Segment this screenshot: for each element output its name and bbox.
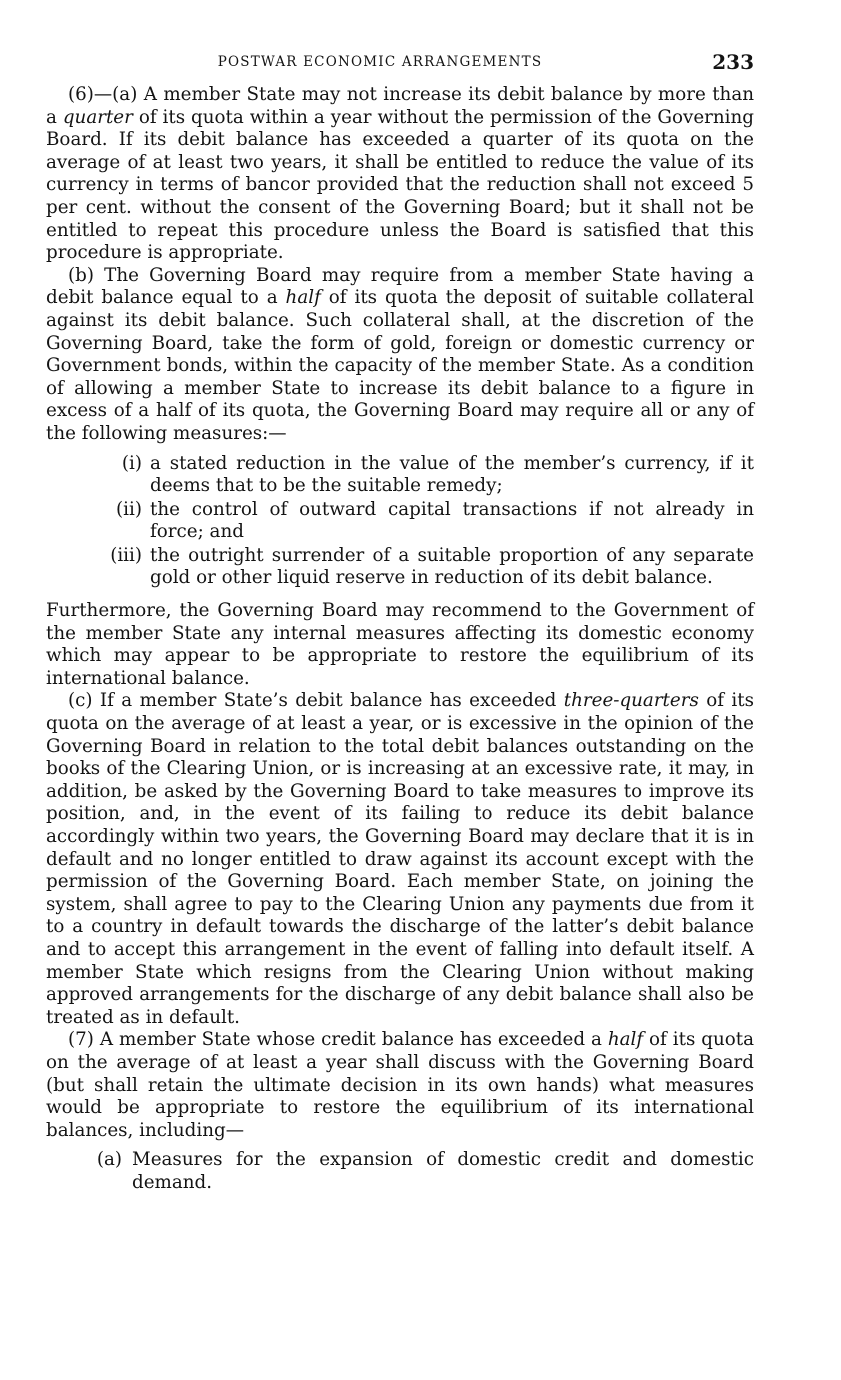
list-item-text: the outright surrender of a suitable proportion of any separate gold or other liquid reserve in reduction of its debit balance. — [150, 544, 754, 589]
paragraph-label: (7) — [68, 1029, 94, 1051]
list-item-number: (a) — [96, 1149, 122, 1171]
paragraph-label: (b) — [68, 264, 94, 286]
measures-list-7 — [46, 1149, 754, 1194]
emphasis: quarter — [62, 106, 133, 128]
list-item-text: a stated reduction in the value of the member’s currency, if it deems that to be the suitable remedy; — [150, 452, 754, 497]
paragraph-6c — [46, 690, 754, 1029]
page-number: 233 — [712, 50, 754, 74]
paragraph-text: The Governing Board may require from a member State having a debit balance equal to a — [46, 264, 754, 309]
list-item-number: (ii) — [116, 498, 142, 520]
measures-list-b — [46, 453, 754, 591]
paragraph-text: of its quota within a year without the permission of the Governing Board. If its debit balance has exceeded a quarter of its quota on the average of at least two years, it shall be entitled to reduce the value of its currency in terms of bancor provided that the reduction shall not exceed 5 per cent. without the consent of the Governing Board; but it shall not be entitled to repeat this procedure unless the Board is satisfied that this procedure is appropriate. — [46, 106, 754, 264]
list-item-number: (i) — [121, 452, 142, 474]
list-item — [46, 545, 754, 590]
list-item-text: Measures for the expansion of domestic credit and domestic demand. — [132, 1149, 754, 1193]
list-item — [46, 1149, 754, 1194]
emphasis: half — [607, 1029, 644, 1051]
paragraph-text: If a member State’s debit balance has exceeded — [92, 690, 564, 712]
list-item-number: (iii) — [110, 544, 142, 566]
paragraph-text: A member State may not increase its debit balance by more than a — [46, 84, 754, 128]
paragraph-6b — [46, 265, 754, 446]
paragraph-text: A member State whose credit balance has exceeded a — [93, 1029, 608, 1051]
paragraph-furthermore: Furthermore, the Governing Board may recommend to the Government of the member State any internal measures affecting its domestic economy which may appear to be appropriate to restore the equilibrium of its international balance. — [46, 600, 754, 689]
emphasis: half — [285, 287, 321, 309]
list-item-text: the control of outward capital transactions if not already in force; and — [150, 498, 754, 543]
emphasis: three-quarters — [563, 690, 699, 712]
paragraph-7 — [46, 1029, 754, 1142]
paragraph-6a — [46, 84, 754, 265]
list-item — [46, 499, 754, 544]
list-item — [46, 453, 754, 498]
paragraph-text: of its quota on the average of at least a year, or is excessive in the opinion of the Governing Board in relation to the total debit balances outstanding on the books of the Clearing Union, or is increasing at an excessive rate, it may, in addition, be asked by the Governing Board to take measures to improve its position, and, in the event of its failing to reduce its debit balance accordingly within two years, the Governing Board may declare that it is in default and no longer entitled to draw against its account except with the permission of the Governing Board. Each member State, on joining the system, shall agree to pay to the Clearing Union any payments due from it to a country in default towards the discharge of the latter’s debit balance and to accept this arrangement in the event of falling into default itself. A member State which resigns from the Clearing Union without making approved arrangements for the discharge of any debit balance shall also be treated as in default. — [46, 690, 754, 1028]
paragraph-text: of its quota on the average of at least a year shall discuss with the Governing Board (but shall retain the ultimate decision in its own hands) what measures would be appropriate to restore the equilibrium of its international balances, including— — [46, 1029, 754, 1141]
paragraph-label: (c) — [68, 690, 93, 712]
document-page — [46, 44, 754, 1205]
paragraph-label: (6)—(a) — [68, 84, 138, 105]
body-text — [46, 84, 754, 1195]
running-head: POSTWAR ECONOMIC ARRANGEMENTS — [217, 54, 543, 70]
page-header — [46, 44, 754, 84]
paragraph-text: of its quota the deposit of suitable collateral against its debit balance. Such collateral shall, at the discretion of the Governing Board, take the form of gold, foreign or domestic currency or Government bonds, within the capacity of the member State. As a condition of allowing a member State to increase its debit balance to a figure in excess of a half of its quota, the Governing Board may require all or any of the following measures:— — [46, 287, 754, 444]
